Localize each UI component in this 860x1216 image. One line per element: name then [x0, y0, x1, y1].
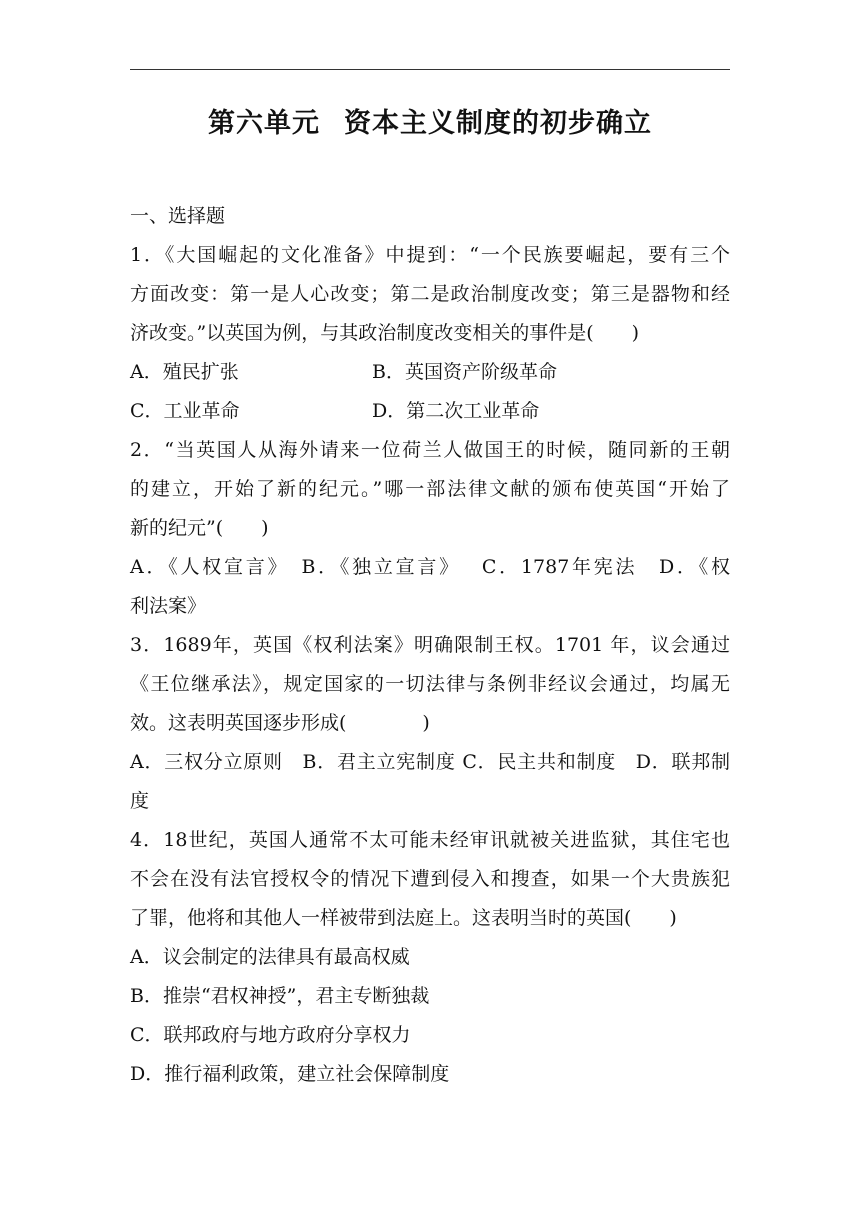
- question-2: [130, 431, 730, 626]
- option-b: B．英国资产阶级革命: [372, 361, 557, 383]
- option-a: A．议会制定的法律具有最高权威: [130, 946, 410, 968]
- question-list: [130, 197, 730, 1094]
- option-row: 利法案》: [130, 595, 207, 617]
- section-heading: 一、选择题: [130, 205, 226, 227]
- question-text-line: 新的纪元”( ): [130, 517, 269, 539]
- question-text-line: 方面改变：第一是人心改变；第二是政治制度改变；第三是器物和经: [130, 283, 730, 305]
- question-text-line: 1．《大国崛起的文化准备》中提到：“一个民族要崛起，要有三个: [130, 244, 730, 266]
- unit-label: 第六单元: [208, 108, 320, 139]
- option-row: [130, 392, 730, 431]
- question-4: [130, 821, 730, 1094]
- option-row: A．三权分立原则 B．君主立宪制度 C．民主共和制度 D．联邦制: [130, 751, 730, 773]
- question-text-line: 4．18世纪，英国人通常不太可能未经审讯就被关进监狱，其住宅也: [130, 829, 730, 851]
- option-d: D．推行福利政策，建立社会保障制度: [130, 1063, 450, 1085]
- option-row: 度: [130, 790, 150, 812]
- option-d: D．第二次工业革命: [372, 400, 540, 422]
- question-text-line: 3．1689年，英国《权利法案》明确限制王权。1701 年，议会通过: [130, 634, 730, 656]
- option-c: C．工业革命: [130, 400, 240, 422]
- page-title: [130, 104, 730, 144]
- question-text-line: 2．“当英国人从海外请来一位荷兰人做国王的时候，随同新的王朝: [130, 439, 730, 461]
- question-1: [130, 236, 730, 431]
- option-row: [130, 353, 730, 392]
- header-rule: [130, 69, 730, 70]
- question-text-line: 《王位继承法》，规定国家的一切法律与条例非经议会通过，均属无: [130, 673, 730, 695]
- question-text-line: 效。这表明英国逐步形成( ): [130, 712, 430, 734]
- question-3: [130, 626, 730, 821]
- option-row: A．《人权宣言》 B．《独立宣言》 C．1787年宪法 D．《权: [130, 556, 730, 578]
- question-text-line: 济改变。”以英国为例，与其政治制度改变相关的事件是( ): [130, 322, 640, 344]
- option-b: B．推崇“君权神授”，君主专断独裁: [130, 985, 430, 1007]
- question-text-line: 不会在没有法官授权令的情况下遭到侵入和搜查，如果一个大贵族犯: [130, 868, 730, 890]
- question-text-line: 了罪，他将和其他人一样被带到法庭上。这表明当时的英国( ): [130, 907, 677, 929]
- unit-topic: 资本主义制度的初步确立: [344, 108, 652, 139]
- option-c: C．联邦政府与地方政府分享权力: [130, 1024, 411, 1046]
- option-a: A．殖民扩张: [130, 361, 239, 383]
- question-text-line: 的建立，开始了新的纪元。”哪一部法律文献的颁布使英国“开始了: [130, 478, 730, 500]
